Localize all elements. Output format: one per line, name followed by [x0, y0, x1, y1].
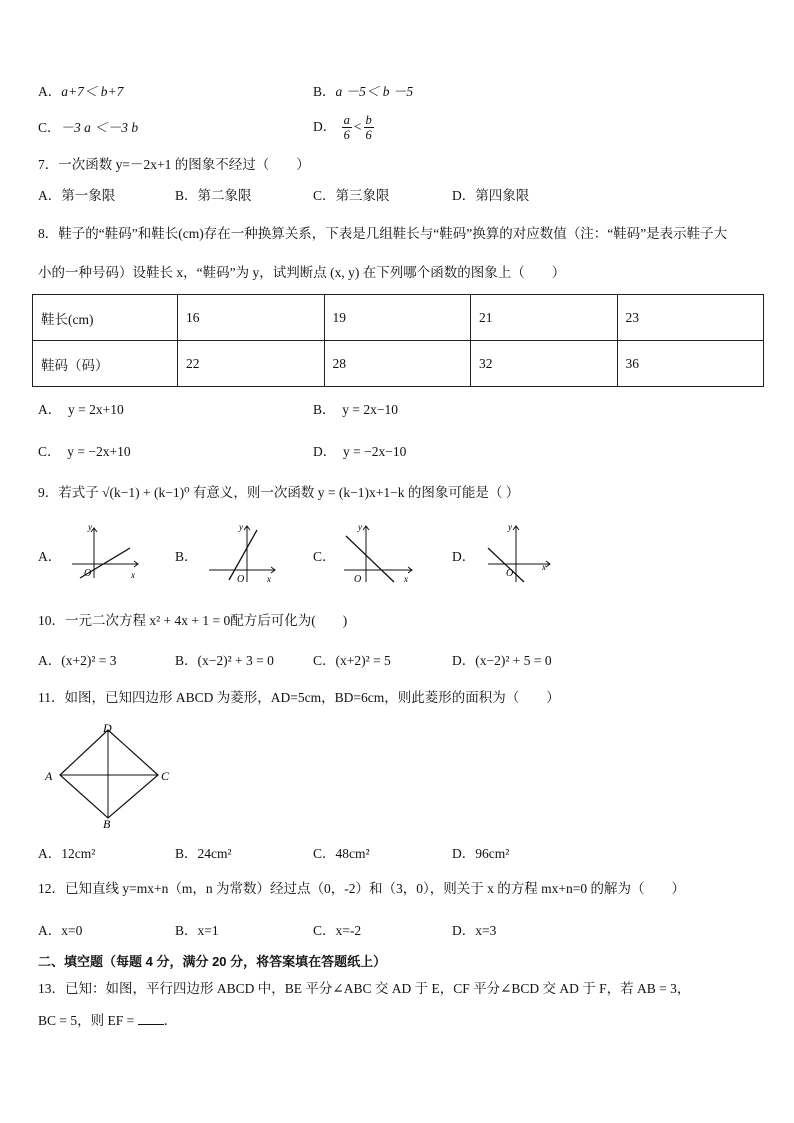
- q10-option-c: C．(x+2)² = 5: [313, 653, 391, 668]
- q9-graph-a: [68, 522, 142, 582]
- axis-x-label: x: [131, 570, 135, 580]
- axis-x-label: x: [267, 574, 271, 584]
- section-title: 二、填空题（每题 4 分，满分 20 分，将答案填在答题纸上）: [38, 954, 387, 969]
- q9-stem: 9．若式子 √(k−1) + (k−1)⁰ 有意义，则一次函数 y = (k−1)x+1−k 的图象可能是（ ）: [38, 485, 520, 500]
- table-row: [33, 341, 764, 387]
- axis-y-label: y: [508, 522, 512, 532]
- vertex-a-label: A: [45, 769, 53, 783]
- origin-label: O: [84, 568, 92, 579]
- q7-option-a: A．第一象限: [38, 188, 116, 203]
- axis-x-label: x: [542, 562, 546, 572]
- q12-stem: 12．已知直线 y=mx+n（m，n 为常数）经过点（0，-2）和（3，0），则关于 x 的方程 mx+n=0 的解为（ ）: [38, 881, 685, 896]
- table-cell: 23: [617, 295, 764, 341]
- q9-graph-c: [340, 520, 416, 584]
- axis-y-label: y: [358, 522, 362, 532]
- table-header-cell: 鞋长(cm): [33, 295, 178, 341]
- q9-option-d-label: D．: [452, 549, 476, 564]
- q9-option-a-label: A．: [38, 549, 62, 564]
- table-row: [33, 295, 764, 341]
- rhombus-diagram: [40, 720, 180, 830]
- axis-y-label: y: [239, 522, 243, 532]
- q10-option-d: D．(x−2)² + 5 = 0: [452, 653, 552, 668]
- q6-option-c-text: －3 a ＜－3 b: [60, 120, 139, 135]
- q11-option-d: D．96cm²: [452, 846, 510, 861]
- table-cell: 19: [324, 295, 471, 341]
- q6-fraction-a: $\frac{a}{6}$: [343, 113, 350, 143]
- q8-option-d: D． y = −2x−10: [313, 444, 407, 459]
- q13-line2: BC = 5，则 EF = ．: [38, 1013, 178, 1028]
- q9-option-c-label: C．: [313, 549, 336, 564]
- q12-option-b: B．x=1: [175, 923, 219, 938]
- q8-option-b: B． y = 2x−10: [313, 402, 398, 417]
- q6-option-c: C．－3 a ＜－3 b: [38, 120, 139, 135]
- q6-fraction-b: $\frac{b}{6}$: [365, 113, 372, 143]
- q7-option-d: D．第四象限: [452, 188, 530, 203]
- q11-option-b: B．24cm²: [175, 846, 232, 861]
- q9-graph-b: [205, 520, 279, 584]
- q11-stem: 11．如图，已知四边形 ABCD 为菱形，AD=5cm，BD=6cm，则此菱形的面积为（ ）: [38, 690, 560, 705]
- q6-option-a-text: a+7＜ b+7: [61, 84, 124, 99]
- table-cell: 22: [178, 341, 325, 387]
- table-cell: 32: [471, 341, 618, 387]
- q7-option-b: B．第二象限: [175, 188, 252, 203]
- q10-stem: 10．一元二次方程 x² + 4x + 1 = 0配方后可化为( ): [38, 613, 348, 628]
- q8-option-a: A． y = 2x+10: [38, 402, 124, 417]
- axis-y-label: y: [88, 522, 92, 532]
- q11-option-a: A．12cm²: [38, 846, 96, 861]
- q12-option-d: D．x=3: [452, 923, 497, 938]
- q9-option-b-label: B．: [175, 549, 198, 564]
- answer-blank: [138, 1012, 164, 1025]
- vertex-c-label: C: [161, 769, 170, 783]
- axis-x-label: x: [404, 574, 408, 584]
- q8-stem-line2: 小的一种号码）设鞋长 x，“鞋码”为 y，试判断点 (x, y) 在下列哪个函数的图象上（ ）: [38, 265, 566, 280]
- shoe-size-table: [32, 294, 764, 387]
- table-header-cell: 鞋码（码）: [33, 341, 178, 387]
- origin-label: O: [354, 574, 362, 584]
- origin-label: O: [506, 568, 514, 579]
- q12-option-c: C．x=-2: [313, 923, 362, 938]
- q6-option-b-text: a －5＜ b －5: [335, 84, 414, 99]
- q9-graph-d: [484, 520, 560, 584]
- table-cell: 21: [471, 295, 618, 341]
- vertex-d-label: D: [103, 721, 112, 735]
- q7-stem: 7．一次函数 y=－2x+1 的图象不经过（ ）: [38, 157, 310, 172]
- table-cell: 16: [178, 295, 325, 341]
- q10-option-b: B．(x−2)² + 3 = 0: [175, 653, 274, 668]
- q8-option-c: C． y = −2x+10: [38, 444, 131, 459]
- q6-option-a: A．a+7＜ b+7: [38, 84, 124, 99]
- q13-line1: 13．已知：如图，平行四边形 ABCD 中，BE 平分∠ABC 交 AD 于 E，CF 平分∠BCD 交 AD 于 F，若 AB = 3，: [38, 981, 691, 996]
- q8-stem-line1: 8．鞋子的“鞋码”和鞋长(cm)存在一种换算关系，下表是几组鞋长与“鞋码”换算的对应数值（注：“鞋码”是表示鞋子大: [38, 226, 728, 241]
- table-cell: 36: [617, 341, 764, 387]
- table-cell: 28: [324, 341, 471, 387]
- q10-option-a: A．(x+2)² = 3: [38, 653, 117, 668]
- q6-option-d: D． $\frac{a}{6}$ < $\frac{b}{6}$: [313, 113, 372, 143]
- q6-option-b: B．a －5＜ b －5: [313, 84, 414, 99]
- q7-option-c: C．第三象限: [313, 188, 390, 203]
- origin-label: O: [237, 574, 245, 584]
- q12-option-a: A．x=0: [38, 923, 83, 938]
- vertex-b-label: B: [103, 817, 111, 830]
- q11-option-c: C．48cm²: [313, 846, 370, 861]
